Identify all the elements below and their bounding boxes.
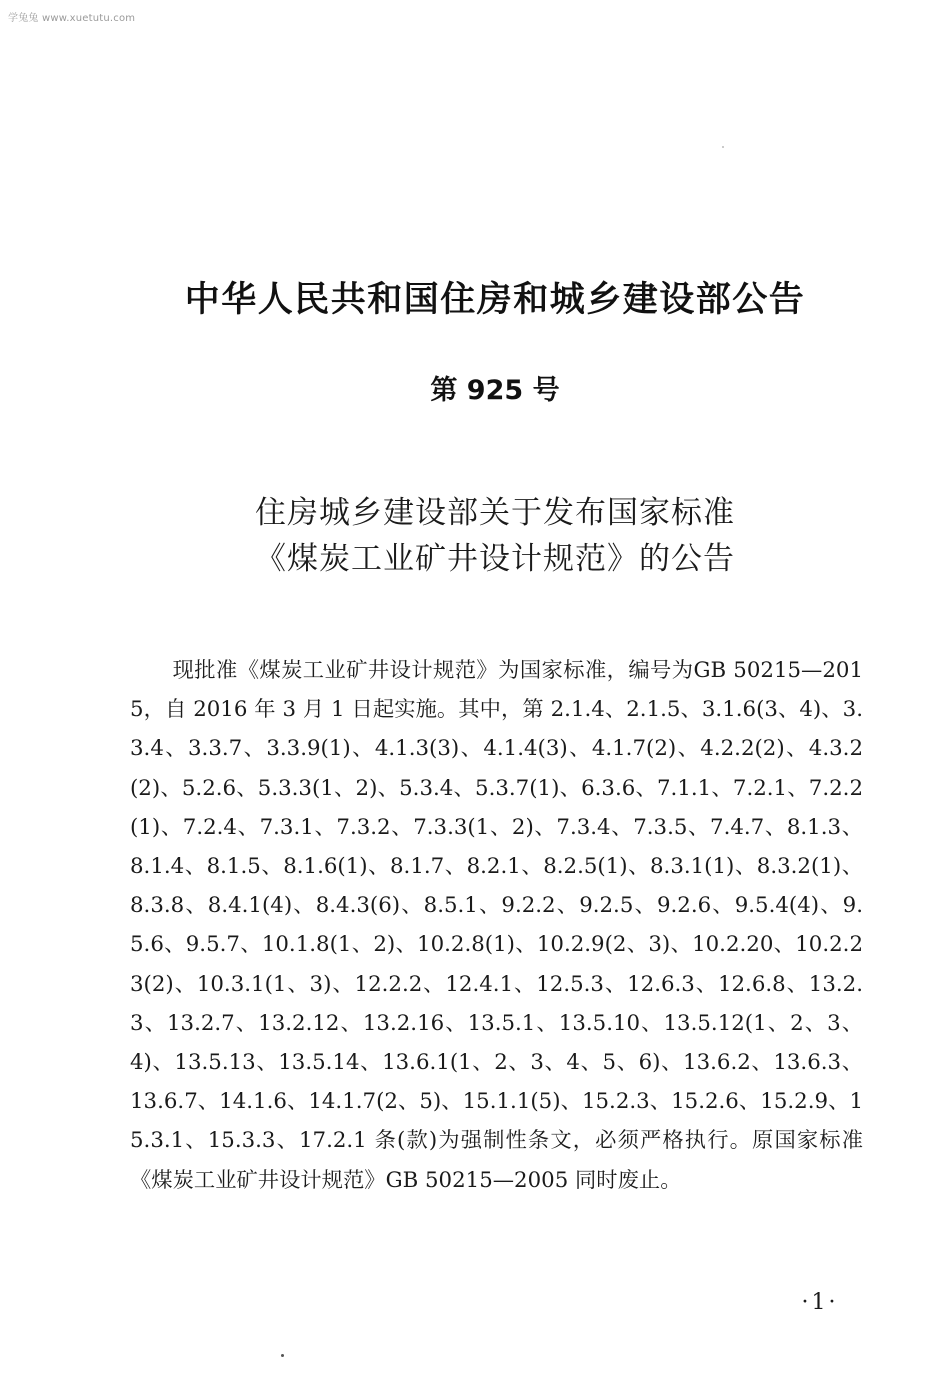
subtitle-line-1: 住房城乡建设部关于发布国家标准 [255, 495, 735, 531]
scan-speck [722, 146, 724, 148]
page-title: 中华人民共和国住房和城乡建设部公告 [184, 280, 806, 320]
watermark-text: 学兔兔 www.xuetutu.com [8, 13, 136, 24]
page-number: ·1· [801, 1290, 839, 1315]
scan-speck [281, 1354, 284, 1357]
announcement-body: 现批准《煤炭工业矿井设计规范》为国家标准，编号为GB 50215—2015，自 2016 年 3 月 1 日起实施。其中，第 2.1.4、2.1.5、3.1.6(3、4)、3.3.4、3.3.7、3.3.9(1)、4.1.3(3)、4.1.4(3)、4.1.7(2)、4.2.2(2)、4.3.2(2)、5.2.6、5.3.3(1、2)、5.3.4、5.3.7(1)、6.3.6、7.1.1、7.2.1、7.2.2(1)、7.2.4、7.3.1、7.3.2、7.3.3(1、2)、7.3.4、7.3.5、7.4.7、8.1.3、8.1.4、8.1.5、8.1.6(1)、8.1.7、8.2.1、8.2.5(1)、8.3.1(1)、8.3.2(1)、8.3.8、8.4.1(4)、8.4.3(6)、8.5.1、9.2.2、9.2.5、9.2.6、9.5.4(4)、9.5.6、9.5.7、10.1.8(1、2)、10.2.8(1)、10.2.9(2、3)、10.2.20、10.2.23(2)、10.3.1(1、3)、12.2.2、12.4.1、12.5.3、12.6.3、12.6.8、13.2.3、13.2.7、13.2.12、13.2.16、13.5.1、13.5.10、13.5.12(1、2、3、4)、13.5.13、13.5.14、13.6.1(1、2、3、4、5、6)、13.6.2、13.6.3、13.6.7、14.1.6、14.1.7(2、5)、15.1.1(5)、15.2.3、15.2.6、15.2.9、15.3.1、15.3.3、17.2.1 条(款)为强制性条文，必须严格执行。原国家标准《煤炭工业矿井设计规范》GB 50215—2005 同时废止。 [130, 658, 863, 1193]
subtitle-line-2: 《煤炭工业矿井设计规范》的公告 [255, 541, 735, 577]
notice-number: 第 925 号 [430, 375, 560, 406]
